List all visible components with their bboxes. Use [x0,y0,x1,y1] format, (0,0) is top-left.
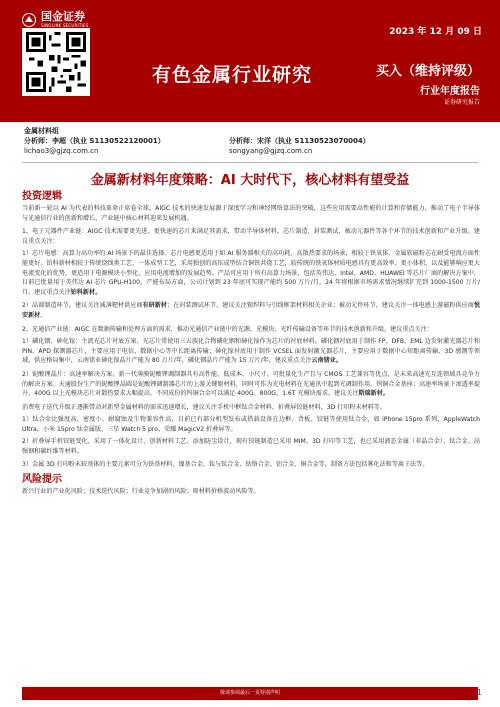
logo-chinese-name: 国金证券 [41,10,85,23]
divider [22,162,478,163]
paragraph [22,337,480,366]
paragraph: 消费电子迭代升级正逐渐带动对新型金属材料的需求迅速增长，建议关注手机中框钛合金材料、折叠屏铰链材料、3D 打印粉末材料等。 [22,403,386,411]
paragraph: 当前新一轮以 AI 为代表的科技革命正席卷全球，AIGC 技术的快速发展源于深度学习和神经网络算法的突破，这些应用需要高性能的计算和存储能力，推动了电子半导体与光通信行业的创新和增长，产业链中核心材料迎来发展机遇。 [22,205,480,222]
section-title-logic: 投资逻辑 [22,191,62,202]
qr-code [22,28,90,96]
report-header [0,0,500,122]
paragraph: 1）钛合金比强度高、密度小、耐腐蚀及生物兼容性高，目前已有部分机型发布或搭载设备在边框、背板、铰链等使用钛合金，如 iPhone 15pro 系列、AppleWatch Ultra、小米 15pro 钛金属版、三星 Watch 5 pro、荣耀 MagicV2 折叠屏等。 [22,416,480,433]
brand-logo [22,11,88,28]
paragraph [22,249,480,297]
page-number: 1 [476,688,482,697]
paragraph-text: 1）芯片电感：高算力高功率的 AI 场景下的最佳选择。芯片电感更适用于如 AI 服务器相关的高功耗、高散热要求的场景，相较于铁氧体，金属软磁粉芯在耐受电流方面性能更好。铂科新材相较于传统绕线类工艺、一体成型工艺，采用独创的高压成型结合铜铁共烧工艺，较传统的铁氧体材质电感具有更高效率、更小体积、以及能够响应更大电流变化的优势，更适用于电源模块小型化、应用电流增加的发展趋势。产品可应用于所有高算力场景，包括英伟达、Intel、AMD、HUAWEI 等芯片厂商的解决方案中，目前已批量用于英伟达 AI 芯片 GPU-H100。产能布局方面，公司计划到 23 年底可实现产能约 500 万片/月，24 年将根据市场需求情况继续扩充到 1000-1500 万片/月。建议重点关注 [22,250,480,296]
highlight-company: 有研新材 [142,302,168,310]
section-title-risk: 风险提示 [22,474,62,486]
analyst-1: 分析师：李超（执业 S1130522120001） [24,137,165,145]
logo-english-name: SINOLINK SECURITIES [41,23,89,28]
report-title: 有色金属行业研究 [152,64,313,86]
analyst-2: 分析师：宋洋（执业 S1130523070004） [229,137,370,145]
paragraph-text: ；在封装测试环节，建议关注锡焊料与引线框架材料相关企业；被动元件环节，建议关注一体电感上游磁粉供应商 [167,302,474,310]
sinolink-logo-icon [22,13,36,27]
report-type: 行业年度报告 [420,86,480,97]
report-subtype: 证券研究报告 [443,99,480,106]
footer-disclaimer[interactable]: 敬请参阅最后一页特别声明 [22,687,478,700]
report-date: 2023 年 12 月 09 日 [389,27,482,37]
paragraph: 2、光通信产业链：AIGC 在数据传输和处理方面的需求，推动光通信产业链中的光源、光模块、光纤传输设备等环节的技术创新和升级，建议重点关注： [22,325,433,333]
team-name: 金属材料组 [24,127,59,135]
page-footer [0,687,500,707]
paragraph [22,370,480,399]
main-title: 金属新材料年度策略：AI 大时代下，核心材料有望受益 [90,173,410,188]
highlight-company: 铂科新材。 [70,288,102,296]
paragraph-text: 2）晶圆制造环节，建议关注减薄靶材供应商 [22,302,143,310]
highlight-company: 云南锗业。 [311,357,342,365]
paragraph: 1、电子元器件产业链：AIGC 技术需要更先进、更快速的芯片来满足其需求，带动半导体材料、芯片制造、封装测试、被动元器件等各个环节的技术创新和产业升级。建议重点关注： [22,228,480,245]
analyst-1-email[interactable]: lichao3@gjzq.com.cn [24,147,99,155]
rating: 买入（维持评级） [375,64,480,79]
paragraph: 2）折叠屏手机铰链变化，采用了一体化设计、创新材料工艺、添加防尘设计，现有铰链制造已采用 MIM、3D 打印等工艺，也已采用液态金属（非晶合金）、钛合金、高强钢和碳纤维等材料。 [22,438,480,456]
risk-text: 新兴行业的产业化风险；技术迭代风险；行业竞争加剧的风险；原材料价格波动风险等。 [22,488,260,496]
paragraph-text: 2）铌酸锂晶片：高速率解决方案。新一代薄膜铌酸锂调制器具有高性能、低成本、小尺寸、可批量化生产且与 CMOS 工艺兼容等优点，是未来高速光互连领域具竞争力的解决方案。天通股份生产的铌酸锂晶圆是铌酸锂调制器芯片的上游关键原材料，同时可作为光电材料在光通讯中起到光调制作用。钨铜合金基座：高速率场景下渗透率提升，400G 以上光模块芯片对散热要求大幅提高，不同成份的钨铜合金可以满足 400G、800G、1.6T 光模块需求，建议关注 [22,370,480,398]
highlight-company: 斯瑞新材。 [358,390,389,398]
highlight-company: 悦安新材 [22,302,480,319]
analyst-2-email[interactable]: songyang@gjzq.com.cn [229,147,313,155]
analyst-block [24,126,484,156]
paragraph-text: 。 [40,311,47,319]
qr-code-icon [26,32,86,92]
report-body [22,190,480,501]
paragraph [22,301,480,320]
paragraph-text: 1）磷化铟、砷化镓：主流光芯片衬底方案。光芯片常使用三五族化合物磷化铟和砷化镓作为芯片的衬底材料。磷化铟衬底用于制作 FP、DFB、EML 边发射激光器芯片和 PIN、APD 探测器芯片，主要应用于电信、数据中心等中长距离传输；砷化镓衬底用于制作 VCSEL 面发射激光器芯片，主要应用于数据中心短距离传输、3D 感测等领域。供应格局集中，云南锗业砷化镓晶片产能为 80 万片/年，磷化铟晶片产能为 15 万片/年，建议重点关注 [22,338,480,365]
paragraph: 3）金属 3D 打印粉末较基体的主要元素可分为铁基材料、镍基合金、钛与钛合金、钴铬合金、铝合金、铜合金等，制备方法包括雾化法和等离子法等。 [22,460,429,468]
